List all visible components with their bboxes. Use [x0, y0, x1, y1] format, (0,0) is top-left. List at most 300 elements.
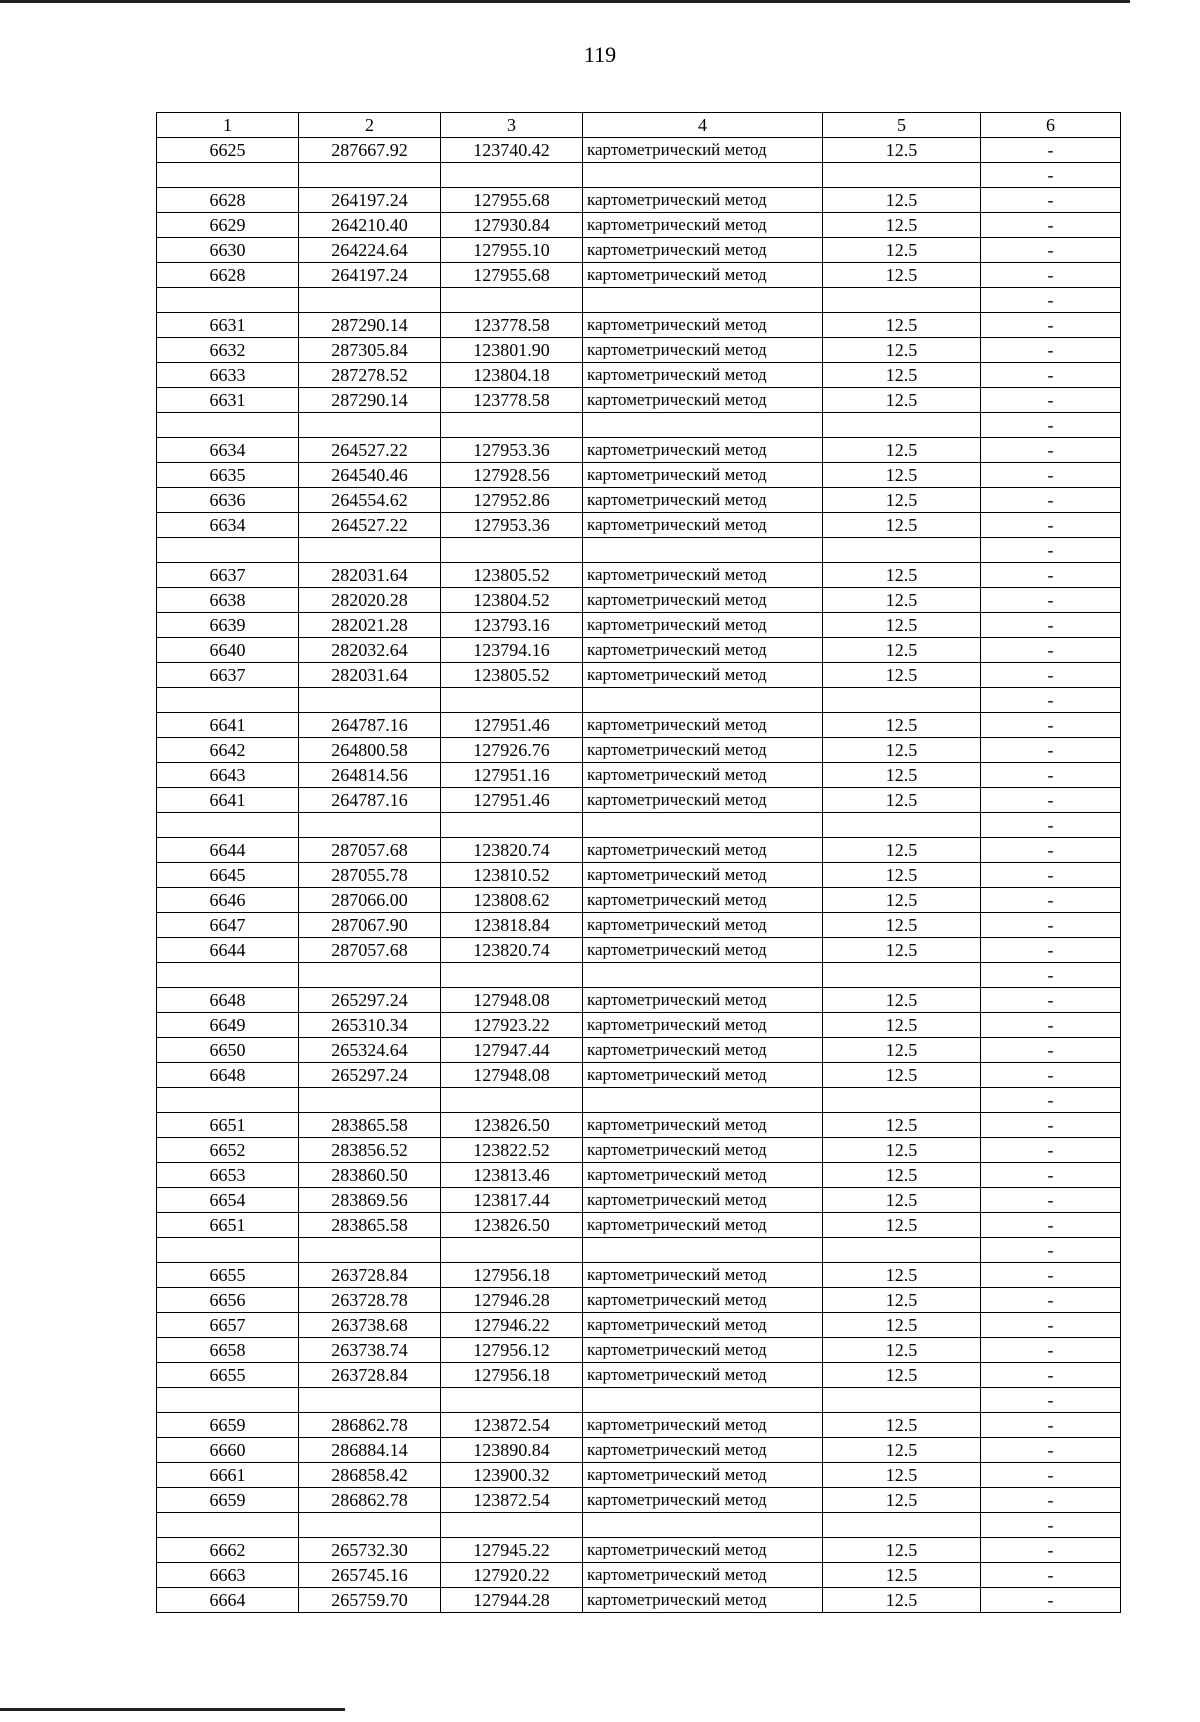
table-row — [157, 138, 1121, 163]
cell-note: - — [981, 663, 1121, 688]
cell-note: - — [981, 213, 1121, 238]
cell-point-number — [157, 1238, 299, 1263]
cell-method: картометрический метод — [583, 738, 823, 763]
cell-point-number — [157, 813, 299, 838]
cell-method: картометрический метод — [583, 938, 823, 963]
cell-x-coordinate: 282031.64 — [299, 563, 441, 588]
cell-y-coordinate: 123826.50 — [441, 1213, 583, 1238]
cell-x-coordinate — [299, 538, 441, 563]
cell-y-coordinate: 123822.52 — [441, 1138, 583, 1163]
cell-y-coordinate: 123778.58 — [441, 388, 583, 413]
cell-point-number: 6640 — [157, 638, 299, 663]
table-row — [157, 1188, 1121, 1213]
table-row — [157, 388, 1121, 413]
table-row — [157, 1113, 1121, 1138]
cell-note: - — [981, 1563, 1121, 1588]
table-row — [157, 488, 1121, 513]
table-row — [157, 338, 1121, 363]
cell-point-number: 6638 — [157, 588, 299, 613]
cell-accuracy — [823, 1088, 981, 1113]
cell-y-coordinate: 123817.44 — [441, 1188, 583, 1213]
cell-y-coordinate: 123808.62 — [441, 888, 583, 913]
cell-point-number: 6637 — [157, 563, 299, 588]
cell-accuracy: 12.5 — [823, 563, 981, 588]
table-row — [157, 1438, 1121, 1463]
cell-accuracy: 12.5 — [823, 313, 981, 338]
cell-accuracy: 12.5 — [823, 913, 981, 938]
cell-accuracy: 12.5 — [823, 1563, 981, 1588]
cell-accuracy: 12.5 — [823, 788, 981, 813]
cell-method: картометрический метод — [583, 213, 823, 238]
cell-note: - — [981, 688, 1121, 713]
table-row — [157, 413, 1121, 438]
cell-note: - — [981, 1263, 1121, 1288]
cell-y-coordinate: 127955.10 — [441, 238, 583, 263]
cell-method — [583, 413, 823, 438]
cell-point-number: 6660 — [157, 1438, 299, 1463]
top-border-line — [0, 0, 1130, 3]
cell-accuracy: 12.5 — [823, 1063, 981, 1088]
cell-x-coordinate: 282032.64 — [299, 638, 441, 663]
cell-accuracy — [823, 288, 981, 313]
cell-point-number: 6634 — [157, 438, 299, 463]
cell-y-coordinate — [441, 813, 583, 838]
cell-method — [583, 688, 823, 713]
cell-y-coordinate — [441, 1388, 583, 1413]
cell-note: - — [981, 1363, 1121, 1388]
cell-x-coordinate: 287290.14 — [299, 388, 441, 413]
table-row — [157, 1238, 1121, 1263]
cell-note: - — [981, 1038, 1121, 1063]
cell-y-coordinate: 123793.16 — [441, 613, 583, 638]
cell-x-coordinate: 283869.56 — [299, 1188, 441, 1213]
cell-accuracy: 12.5 — [823, 1413, 981, 1438]
table-row — [157, 788, 1121, 813]
cell-x-coordinate — [299, 813, 441, 838]
cell-note: - — [981, 788, 1121, 813]
table-row — [157, 263, 1121, 288]
cell-point-number: 6662 — [157, 1538, 299, 1563]
cell-method: картометрический метод — [583, 263, 823, 288]
cell-x-coordinate: 264554.62 — [299, 488, 441, 513]
cell-y-coordinate: 123872.54 — [441, 1488, 583, 1513]
cell-method: картометрический метод — [583, 613, 823, 638]
cell-x-coordinate: 287057.68 — [299, 838, 441, 863]
cell-y-coordinate: 123804.52 — [441, 588, 583, 613]
table-row — [157, 688, 1121, 713]
cell-y-coordinate: 127945.22 — [441, 1538, 583, 1563]
cell-method: картометрический метод — [583, 238, 823, 263]
cell-point-number — [157, 413, 299, 438]
cell-accuracy: 12.5 — [823, 613, 981, 638]
cell-note: - — [981, 363, 1121, 388]
cell-accuracy: 12.5 — [823, 1263, 981, 1288]
cell-x-coordinate — [299, 963, 441, 988]
cell-x-coordinate: 283856.52 — [299, 1138, 441, 1163]
cell-method — [583, 1513, 823, 1538]
cell-accuracy — [823, 413, 981, 438]
cell-point-number: 6645 — [157, 863, 299, 888]
cell-point-number: 6651 — [157, 1213, 299, 1238]
cell-method — [583, 1088, 823, 1113]
cell-method: картометрический метод — [583, 338, 823, 363]
cell-x-coordinate: 286884.14 — [299, 1438, 441, 1463]
cell-point-number: 6661 — [157, 1463, 299, 1488]
table-row — [157, 1513, 1121, 1538]
cell-x-coordinate: 265732.30 — [299, 1538, 441, 1563]
cell-point-number: 6632 — [157, 338, 299, 363]
cell-accuracy: 12.5 — [823, 938, 981, 963]
cell-point-number: 6656 — [157, 1288, 299, 1313]
table-row — [157, 1088, 1121, 1113]
cell-point-number: 6631 — [157, 313, 299, 338]
cell-note: - — [981, 263, 1121, 288]
cell-y-coordinate: 123794.16 — [441, 638, 583, 663]
cell-x-coordinate: 264800.58 — [299, 738, 441, 763]
table-row — [157, 863, 1121, 888]
cell-point-number — [157, 963, 299, 988]
table-row — [157, 738, 1121, 763]
table-row — [157, 363, 1121, 388]
header-col-3: 3 — [441, 113, 583, 138]
cell-method: картометрический метод — [583, 788, 823, 813]
cell-note: - — [981, 1538, 1121, 1563]
cell-accuracy: 12.5 — [823, 1488, 981, 1513]
cell-accuracy: 12.5 — [823, 513, 981, 538]
cell-y-coordinate: 127955.68 — [441, 263, 583, 288]
cell-x-coordinate: 263738.74 — [299, 1338, 441, 1363]
table-row — [157, 238, 1121, 263]
cell-x-coordinate: 264527.22 — [299, 438, 441, 463]
cell-point-number: 6653 — [157, 1163, 299, 1188]
table-row — [157, 613, 1121, 638]
cell-x-coordinate: 264787.16 — [299, 713, 441, 738]
cell-y-coordinate: 123890.84 — [441, 1438, 583, 1463]
cell-x-coordinate: 287067.90 — [299, 913, 441, 938]
header-col-6: 6 — [981, 113, 1121, 138]
cell-x-coordinate: 263728.84 — [299, 1263, 441, 1288]
cell-x-coordinate: 282031.64 — [299, 663, 441, 688]
cell-note: - — [981, 738, 1121, 763]
cell-method: картометрический метод — [583, 638, 823, 663]
cell-accuracy: 12.5 — [823, 1113, 981, 1138]
cell-accuracy: 12.5 — [823, 213, 981, 238]
cell-note: - — [981, 1388, 1121, 1413]
cell-method: картометрический метод — [583, 913, 823, 938]
cell-method: картометрический метод — [583, 388, 823, 413]
cell-point-number: 6648 — [157, 988, 299, 1013]
cell-note: - — [981, 413, 1121, 438]
table-row — [157, 713, 1121, 738]
cell-x-coordinate: 282021.28 — [299, 613, 441, 638]
cell-method: картометрический метод — [583, 1013, 823, 1038]
table-row — [157, 213, 1121, 238]
cell-method — [583, 163, 823, 188]
cell-y-coordinate: 127923.22 — [441, 1013, 583, 1038]
table-row — [157, 1313, 1121, 1338]
cell-note: - — [981, 1288, 1121, 1313]
cell-accuracy: 12.5 — [823, 388, 981, 413]
cell-method: картометрический метод — [583, 663, 823, 688]
cell-y-coordinate: 127944.28 — [441, 1588, 583, 1613]
cell-note: - — [981, 288, 1121, 313]
cell-method: картометрический метод — [583, 1313, 823, 1338]
cell-point-number: 6629 — [157, 213, 299, 238]
coordinates-table — [156, 112, 1121, 1613]
cell-x-coordinate: 264197.24 — [299, 263, 441, 288]
cell-point-number: 6655 — [157, 1363, 299, 1388]
cell-accuracy: 12.5 — [823, 988, 981, 1013]
cell-method: картометрический метод — [583, 1588, 823, 1613]
cell-note: - — [981, 1213, 1121, 1238]
cell-y-coordinate: 127930.84 — [441, 213, 583, 238]
cell-method: картометрический метод — [583, 888, 823, 913]
cell-note: - — [981, 1238, 1121, 1263]
cell-note: - — [981, 713, 1121, 738]
cell-note: - — [981, 1588, 1121, 1613]
table-row — [157, 1388, 1121, 1413]
cell-y-coordinate — [441, 163, 583, 188]
cell-y-coordinate: 127951.46 — [441, 713, 583, 738]
cell-x-coordinate: 264814.56 — [299, 763, 441, 788]
cell-method: картометрический метод — [583, 1363, 823, 1388]
cell-method: картометрический метод — [583, 1563, 823, 1588]
cell-point-number: 6639 — [157, 613, 299, 638]
table-row — [157, 888, 1121, 913]
table-row — [157, 563, 1121, 588]
cell-x-coordinate — [299, 1388, 441, 1413]
cell-note: - — [981, 638, 1121, 663]
cell-method: картометрический метод — [583, 313, 823, 338]
header-col-1: 1 — [157, 113, 299, 138]
cell-x-coordinate: 283865.58 — [299, 1113, 441, 1138]
cell-point-number — [157, 688, 299, 713]
table-header-row — [157, 113, 1121, 138]
cell-x-coordinate: 286862.78 — [299, 1413, 441, 1438]
cell-point-number: 6663 — [157, 1563, 299, 1588]
cell-method: картометрический метод — [583, 1038, 823, 1063]
table-row — [157, 438, 1121, 463]
bottom-border-line — [0, 1708, 345, 1711]
cell-method: картометрический метод — [583, 763, 823, 788]
table-row — [157, 1288, 1121, 1313]
cell-x-coordinate: 264787.16 — [299, 788, 441, 813]
cell-y-coordinate: 127956.18 — [441, 1363, 583, 1388]
cell-method: картометрический метод — [583, 1463, 823, 1488]
cell-accuracy: 12.5 — [823, 138, 981, 163]
cell-accuracy: 12.5 — [823, 1538, 981, 1563]
cell-method: картометрический метод — [583, 1488, 823, 1513]
cell-note: - — [981, 1063, 1121, 1088]
cell-note: - — [981, 763, 1121, 788]
cell-y-coordinate: 127951.16 — [441, 763, 583, 788]
cell-x-coordinate: 265310.34 — [299, 1013, 441, 1038]
cell-accuracy: 12.5 — [823, 1438, 981, 1463]
cell-method: картометрический метод — [583, 1338, 823, 1363]
cell-accuracy — [823, 688, 981, 713]
cell-accuracy: 12.5 — [823, 1213, 981, 1238]
table-row — [157, 513, 1121, 538]
cell-x-coordinate: 282020.28 — [299, 588, 441, 613]
cell-point-number: 6642 — [157, 738, 299, 763]
table-row — [157, 1463, 1121, 1488]
cell-method: картометрический метод — [583, 588, 823, 613]
table-row — [157, 1363, 1121, 1388]
cell-method: картометрический метод — [583, 1288, 823, 1313]
table-row — [157, 313, 1121, 338]
cell-accuracy — [823, 1238, 981, 1263]
cell-note: - — [981, 938, 1121, 963]
cell-method: картометрический метод — [583, 1538, 823, 1563]
cell-method: картометрический метод — [583, 188, 823, 213]
cell-y-coordinate: 127951.46 — [441, 788, 583, 813]
cell-note: - — [981, 238, 1121, 263]
cell-y-coordinate: 127956.18 — [441, 1263, 583, 1288]
cell-point-number: 6641 — [157, 713, 299, 738]
coordinates-table-container — [156, 112, 1121, 1613]
cell-note: - — [981, 313, 1121, 338]
cell-accuracy — [823, 1388, 981, 1413]
cell-accuracy: 12.5 — [823, 838, 981, 863]
cell-note: - — [981, 1313, 1121, 1338]
cell-point-number: 6648 — [157, 1063, 299, 1088]
cell-note: - — [981, 1463, 1121, 1488]
cell-method: картометрический метод — [583, 438, 823, 463]
cell-method: картометрический метод — [583, 1413, 823, 1438]
cell-x-coordinate: 265759.70 — [299, 1588, 441, 1613]
cell-x-coordinate: 286862.78 — [299, 1488, 441, 1513]
cell-x-coordinate: 265297.24 — [299, 1063, 441, 1088]
cell-accuracy: 12.5 — [823, 1338, 981, 1363]
cell-accuracy: 12.5 — [823, 188, 981, 213]
header-col-5: 5 — [823, 113, 981, 138]
table-row — [157, 1038, 1121, 1063]
cell-point-number — [157, 1088, 299, 1113]
cell-y-coordinate: 123810.52 — [441, 863, 583, 888]
cell-method: картометрический метод — [583, 838, 823, 863]
cell-y-coordinate: 127920.22 — [441, 1563, 583, 1588]
cell-x-coordinate — [299, 288, 441, 313]
cell-note: - — [981, 588, 1121, 613]
table-row — [157, 1563, 1121, 1588]
cell-x-coordinate: 263738.68 — [299, 1313, 441, 1338]
cell-point-number: 6637 — [157, 663, 299, 688]
cell-note: - — [981, 388, 1121, 413]
cell-x-coordinate: 287290.14 — [299, 313, 441, 338]
cell-y-coordinate: 123804.18 — [441, 363, 583, 388]
cell-point-number: 6646 — [157, 888, 299, 913]
cell-point-number: 6635 — [157, 463, 299, 488]
table-row — [157, 1338, 1121, 1363]
cell-accuracy: 12.5 — [823, 863, 981, 888]
cell-point-number: 6628 — [157, 263, 299, 288]
cell-point-number: 6644 — [157, 838, 299, 863]
cell-method — [583, 1388, 823, 1413]
cell-x-coordinate: 287055.78 — [299, 863, 441, 888]
cell-accuracy: 12.5 — [823, 588, 981, 613]
cell-x-coordinate: 283865.58 — [299, 1213, 441, 1238]
cell-note: - — [981, 913, 1121, 938]
table-row — [157, 188, 1121, 213]
cell-x-coordinate — [299, 1238, 441, 1263]
cell-note: - — [981, 338, 1121, 363]
table-row — [157, 463, 1121, 488]
cell-note: - — [981, 1163, 1121, 1188]
cell-accuracy — [823, 813, 981, 838]
cell-x-coordinate — [299, 688, 441, 713]
table-row — [157, 963, 1121, 988]
cell-method: картометрический метод — [583, 1213, 823, 1238]
header-col-4: 4 — [583, 113, 823, 138]
cell-accuracy: 12.5 — [823, 438, 981, 463]
cell-x-coordinate: 264540.46 — [299, 463, 441, 488]
cell-point-number: 6658 — [157, 1338, 299, 1363]
cell-note: - — [981, 538, 1121, 563]
cell-y-coordinate: 127953.36 — [441, 513, 583, 538]
cell-y-coordinate: 127953.36 — [441, 438, 583, 463]
cell-note: - — [981, 1513, 1121, 1538]
cell-accuracy: 12.5 — [823, 1463, 981, 1488]
cell-y-coordinate: 127956.12 — [441, 1338, 583, 1363]
cell-note: - — [981, 438, 1121, 463]
cell-accuracy: 12.5 — [823, 1288, 981, 1313]
cell-note: - — [981, 963, 1121, 988]
cell-accuracy: 12.5 — [823, 1188, 981, 1213]
table-row — [157, 1488, 1121, 1513]
cell-note: - — [981, 1188, 1121, 1213]
cell-y-coordinate: 123820.74 — [441, 938, 583, 963]
cell-note: - — [981, 1488, 1121, 1513]
cell-accuracy: 12.5 — [823, 1163, 981, 1188]
cell-y-coordinate: 123900.32 — [441, 1463, 583, 1488]
cell-note: - — [981, 888, 1121, 913]
cell-point-number: 6634 — [157, 513, 299, 538]
cell-x-coordinate: 265745.16 — [299, 1563, 441, 1588]
cell-accuracy — [823, 1513, 981, 1538]
cell-note: - — [981, 513, 1121, 538]
table-row — [157, 838, 1121, 863]
table-row — [157, 938, 1121, 963]
cell-y-coordinate — [441, 413, 583, 438]
cell-method: картометрический метод — [583, 463, 823, 488]
cell-y-coordinate: 127948.08 — [441, 988, 583, 1013]
cell-accuracy: 12.5 — [823, 1363, 981, 1388]
table-row — [157, 1138, 1121, 1163]
cell-x-coordinate: 264527.22 — [299, 513, 441, 538]
cell-y-coordinate — [441, 1088, 583, 1113]
cell-x-coordinate: 265324.64 — [299, 1038, 441, 1063]
cell-x-coordinate: 287278.52 — [299, 363, 441, 388]
table-row — [157, 763, 1121, 788]
cell-method: картометрический метод — [583, 713, 823, 738]
cell-method: картометрический метод — [583, 988, 823, 1013]
cell-y-coordinate: 127946.28 — [441, 1288, 583, 1313]
cell-accuracy: 12.5 — [823, 338, 981, 363]
cell-point-number: 6628 — [157, 188, 299, 213]
cell-note: - — [981, 488, 1121, 513]
cell-accuracy: 12.5 — [823, 463, 981, 488]
cell-note: - — [981, 1113, 1121, 1138]
cell-x-coordinate: 286858.42 — [299, 1463, 441, 1488]
cell-y-coordinate: 127928.56 — [441, 463, 583, 488]
cell-y-coordinate: 123805.52 — [441, 663, 583, 688]
cell-x-coordinate: 264224.64 — [299, 238, 441, 263]
cell-x-coordinate — [299, 413, 441, 438]
cell-method: картометрический метод — [583, 1138, 823, 1163]
cell-point-number: 6659 — [157, 1488, 299, 1513]
cell-accuracy — [823, 163, 981, 188]
cell-point-number — [157, 288, 299, 313]
